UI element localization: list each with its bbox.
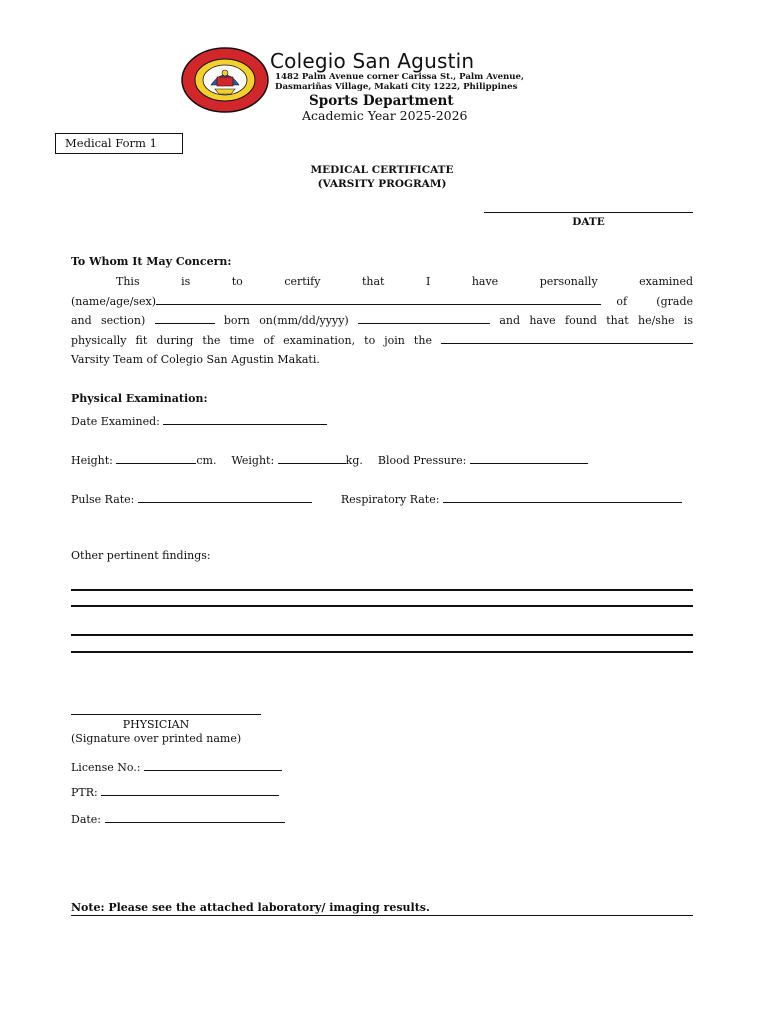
body-line-2 (71, 292, 693, 312)
word: personally (539, 275, 598, 288)
word: to (231, 275, 243, 288)
word: certify (284, 275, 321, 288)
signature-note: (Signature over printed name) (71, 732, 242, 745)
birthdate-field[interactable] (358, 311, 490, 324)
attachment-note: Note: Please see the attached laboratory/ imaging results. (71, 901, 430, 914)
physical-exam-heading: Physical Examination: (71, 392, 208, 405)
height-field[interactable] (116, 451, 196, 464)
salutation: To Whom It May Concern: (71, 255, 232, 268)
date-examined-field[interactable] (163, 412, 327, 425)
address-line-2: Dasmariñas Village, Makati City 1222, Philippines (275, 82, 518, 92)
word: examined (639, 275, 694, 288)
born-on-label: born on(mm/dd/yyyy) (223, 314, 349, 327)
word: is (181, 275, 191, 288)
school-name: Colegio San Agustin (270, 49, 475, 73)
blood-pressure-label: Blood Pressure: (377, 454, 467, 467)
form-label: Medical Form 1 (65, 136, 157, 150)
respiratory-rate-field[interactable] (443, 490, 682, 503)
certificate-title: MEDICAL CERTIFICATE (310, 164, 454, 176)
name-age-sex-label: (name/age/sex) (71, 294, 157, 308)
license-row (71, 758, 282, 774)
weight-label: Weight: (231, 454, 275, 467)
note-underline (71, 915, 693, 916)
date-examined-row (71, 412, 327, 428)
physician-date-label: Date: (71, 813, 102, 826)
date-examined-label: Date Examined: (71, 415, 160, 428)
name-age-sex-field[interactable] (156, 292, 601, 305)
respiratory-rate-label: Respiratory Rate: (340, 493, 440, 506)
cm-label: cm. (196, 454, 217, 467)
varsity-team-label: Varsity Team of Colegio San Agustin Makati. (71, 353, 320, 366)
findings-line-3[interactable] (71, 634, 693, 636)
body-line-3 (71, 311, 693, 331)
pulse-rate-label: Pulse Rate: (71, 493, 135, 506)
physician-date-field[interactable] (105, 810, 285, 823)
of-grade-label: of (grade (616, 294, 693, 308)
form-label-box (55, 133, 183, 154)
ptr-row (71, 783, 279, 799)
date-label: DATE (572, 216, 605, 228)
school-seal (181, 47, 269, 113)
body-line-4 (71, 331, 693, 351)
pulse-rate-field[interactable] (138, 490, 312, 503)
other-findings-label: Other pertinent findings: (71, 549, 211, 562)
ptr-label: PTR: (71, 786, 98, 799)
seal-graphic (181, 47, 269, 113)
blood-pressure-field[interactable] (470, 451, 588, 464)
body-line-5 (71, 350, 693, 370)
physician-date-row (71, 810, 285, 826)
physician-signature-line[interactable] (71, 714, 261, 715)
vitals-row-2 (71, 490, 682, 506)
physician-label: PHYSICIAN (122, 718, 190, 731)
word: This (116, 275, 140, 288)
found-that-label: and have found that he/she is (499, 314, 694, 327)
word: that (361, 275, 385, 288)
kg-label: kg. (345, 454, 363, 467)
weight-field[interactable] (278, 451, 346, 464)
and-section-label: and section) (71, 314, 146, 327)
physically-fit-label: physically fit during the time of examination, to join the (71, 333, 432, 347)
body-line-1 (71, 272, 693, 292)
team-field[interactable] (441, 331, 693, 344)
grade-section-field[interactable] (155, 311, 215, 324)
findings-line-4[interactable] (71, 651, 693, 653)
ptr-field[interactable] (101, 783, 279, 796)
height-label: Height: (71, 454, 113, 467)
license-label: License No.: (71, 761, 141, 774)
department-name: Sports Department (309, 93, 454, 109)
address-line-1: 1482 Palm Avenue corner Carissa St., Palm Avenue, (275, 72, 524, 82)
findings-line-1[interactable] (71, 589, 693, 591)
certification-paragraph (71, 272, 693, 370)
vitals-row-1 (71, 451, 588, 467)
date-line[interactable] (484, 212, 693, 213)
certificate-subtitle: (VARSITY PROGRAM) (317, 178, 447, 190)
word: I (425, 275, 431, 288)
academic-year: Academic Year 2025-2026 (302, 108, 468, 123)
license-field[interactable] (144, 758, 282, 771)
word: have (471, 275, 499, 288)
findings-line-2[interactable] (71, 605, 693, 607)
